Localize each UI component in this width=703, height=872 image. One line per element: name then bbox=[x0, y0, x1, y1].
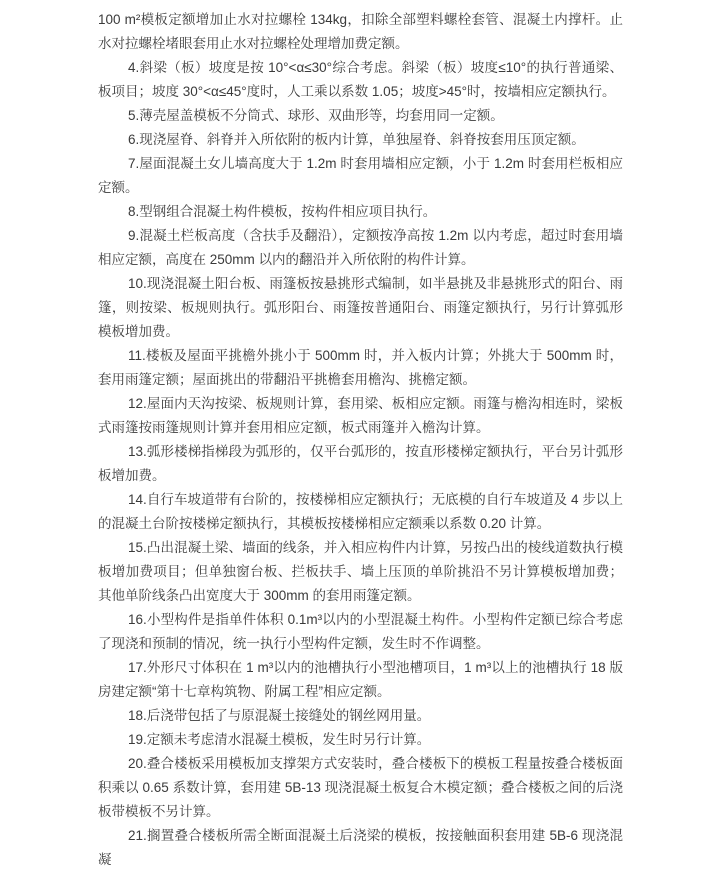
paragraph: 16.小型构件是指单件体积 0.1m³以内的小型混凝土构件。小型构件定额已综合考虑了现浇和预制的情况，统一执行小型构件定额，发生时不作调整。 bbox=[98, 612, 623, 651]
paragraph: 9.混凝土栏板高度（含扶手及翻沿），定额按净高按 1.2m 以内考虑，超过时套用墙相应定额，高度在 250mm 以内的翻沿并入所依附的构件计算。 bbox=[98, 228, 623, 267]
paragraph: 19.定额未考虑清水混凝土模板，发生时另行计算。 bbox=[128, 732, 431, 747]
paragraph: 18.后浇带包括了与原混凝土接缝处的钢丝网用量。 bbox=[128, 708, 431, 723]
document-body bbox=[98, 8, 623, 872]
paragraph: 21.搁置叠合楼板所需全断面混凝土后浇梁的模板，按接触面积套用建 5B-6 现浇混凝 bbox=[98, 828, 623, 867]
paragraph: 13.弧形楼梯指梯段为弧形的，仅平台弧形的，按直形楼梯定额执行，平台另计弧形板增加费。 bbox=[98, 444, 623, 483]
paragraph: 4.斜梁（板）坡度是按 10°<α≤30°综合考虑。斜梁（板）坡度≤10°的执行普通梁、板项目；坡度 30°<α≤45°度时，人工乘以系数 1.05；坡度>45°时，按墙相应定额执行。 bbox=[98, 60, 623, 99]
paragraph: 100 m²模板定额增加止水对拉螺栓 134kg，扣除全部塑料螺栓套管、混凝土内撑杆。止水对拉螺栓堵眼套用止水对拉螺栓处理增加费定额。 bbox=[98, 12, 623, 51]
paragraph: 11.楼板及屋面平挑檐外挑小于 500mm 时，并入板内计算；外挑大于 500mm 时，套用雨篷定额；屋面挑出的带翻沿平挑檐套用檐沟、挑檐定额。 bbox=[98, 348, 623, 387]
paragraph: 12.屋面内天沟按梁、板规则计算，套用梁、板相应定额。雨篷与檐沟相连时，梁板式雨篷按雨篷规则计算并套用相应定额，板式雨篷并入檐沟计算。 bbox=[98, 396, 623, 435]
paragraph: 14.自行车坡道带有台阶的，按楼梯相应定额执行；无底模的自行车坡道及 4 步以上的混凝土台阶按楼梯定额执行，其模板按楼梯相应定额乘以系数 0.20 计算。 bbox=[98, 492, 623, 531]
paragraph: 15.凸出混凝土梁、墙面的线条，并入相应构件内计算，另按凸出的棱线道数执行模板增加费项目；但单独窗台板、拦板扶手、墙上压顶的单阶挑沿不另计算模板增加费；其他单阶线条凸出宽度大于 300mm 的套用雨篷定额。 bbox=[98, 540, 623, 603]
paragraph: 20.叠合楼板采用模板加支撑架方式安装时，叠合楼板下的模板工程量按叠合楼板面积乘以 0.65 系数计算，套用建 5B-13 现浇混凝土板复合木模定额；叠合楼板之间的后浇板带模板不另计算。 bbox=[98, 756, 623, 819]
paragraph: 8.型钢组合混凝土构件模板，按构件相应项目执行。 bbox=[128, 204, 437, 219]
paragraph: 5.薄壳屋盖模板不分筒式、球形、双曲形等，均套用同一定额。 bbox=[128, 108, 504, 123]
paragraph: 17.外形尺寸体积在 1 m³以内的池槽执行小型池槽项目，1 m³以上的池槽执行 18 版房建定额“第十七章构筑物、附属工程”相应定额。 bbox=[98, 660, 623, 699]
paragraph: 10.现浇混凝土阳台板、雨篷板按悬挑形式编制，如半悬挑及非悬挑形式的阳台、雨篷，则按梁、板规则执行。弧形阳台、雨篷按普通阳台、雨篷定额执行，另行计算弧形模板增加费。 bbox=[98, 276, 623, 339]
paragraph: 7.屋面混凝土女儿墙高度大于 1.2m 时套用墙相应定额，小于 1.2m 时套用栏板相应定额。 bbox=[98, 156, 623, 195]
paragraph: 6.现浇屋脊、斜脊并入所依附的板内计算，单独屋脊、斜脊按套用压顶定额。 bbox=[128, 132, 585, 147]
